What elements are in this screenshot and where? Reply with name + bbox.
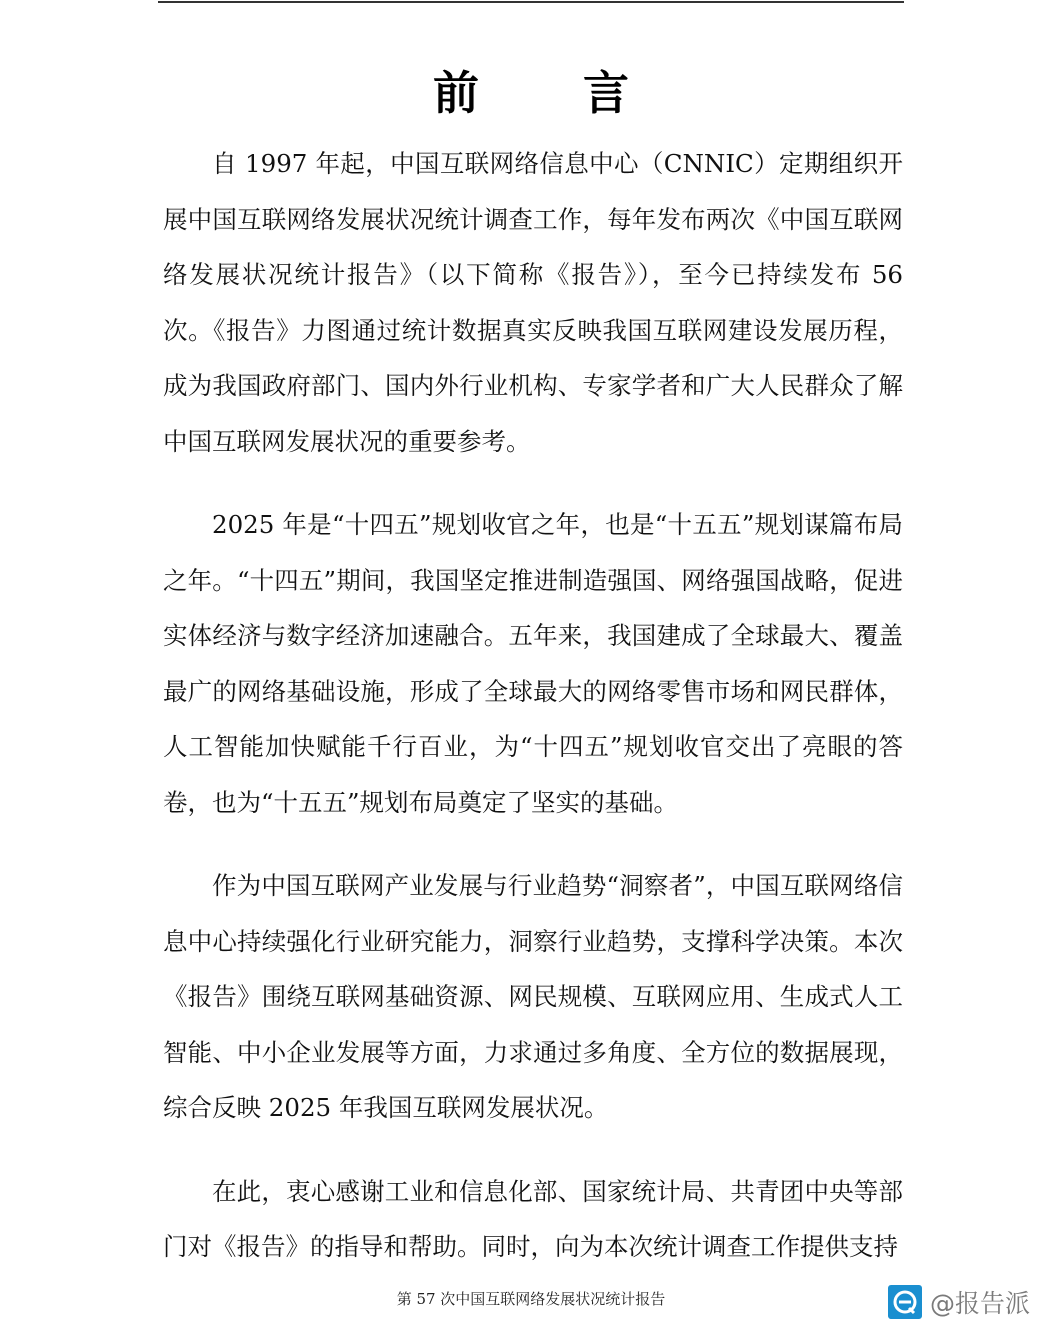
paragraph-2025: 2025 年是“十四五”规划收官之年，也是“十五五”规划谋篇布局之年。“十四五”期间，我国坚定推进制造强国、网络强国战略，促进实体经济与数字经济加速融合。五年来，我国建成了全球最大、覆盖最广的网络基础设施，形成了全球最大的网络零售市场和网民群体，人工智能加快赋能千行百业，为“十四五”规划收官交出了亮眼的答卷，也为“十五五”规划布局奠定了坚实的基础。 bbox=[163, 510, 903, 817]
report-logo-icon bbox=[888, 1285, 922, 1319]
paragraph-intro: 自 1997 年起，中国互联网络信息中心（CNNIC）定期组织开展中国互联网络发展状况统计调查工作，每年发布两次《中国互联网络发展状况统计报告》（以下简称《报告》），至今已持续发布 56 次。《报告》力图通过统计数据真实反映我国互联网建设发展历程，成为我国政府部门、国内外行业机构、专家学者和广大人民群众了解中国互联网发展状况的重要参考。 bbox=[163, 149, 903, 456]
watermark bbox=[888, 1284, 1030, 1320]
paragraph-observer: 作为中国互联网产业发展与行业趋势“洞察者”，中国互联网络信息中心持续强化行业研究能力，洞察行业趋势，支撑科学决策。本次《报告》围绕互联网基础资源、网民规模、互联网应用、生成式人工智能、中小企业发展等方面，力求通过多角度、全方位的数据展现，综合反映 2025 年我国互联网发展状况。 bbox=[163, 871, 903, 1122]
page-title: 前 言 bbox=[432, 66, 673, 120]
page-footer: 第 57 次中国互联网络发展状况统计报告 bbox=[396, 1290, 666, 1308]
header-rule bbox=[158, 1, 904, 3]
watermark-text: @报告派 bbox=[930, 1289, 1031, 1318]
paragraph-thanks: 在此，衷心感谢工业和信息化部、国家统计局、共青团中央等部门对《报告》的指导和帮助。同时，向为本次统计调查工作提供支持 bbox=[163, 1176, 903, 1261]
body-text bbox=[163, 136, 903, 1275]
